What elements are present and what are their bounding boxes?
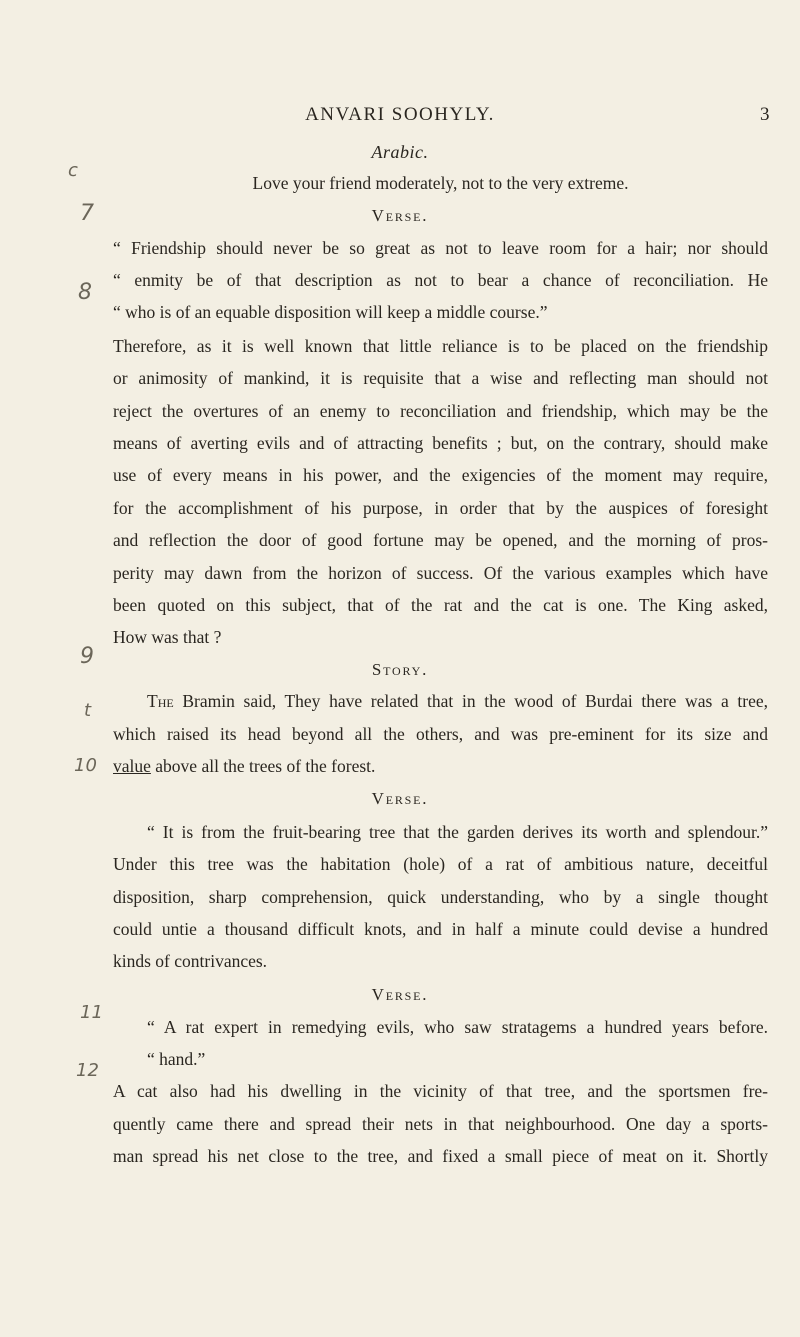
text-line: reject the overtures of an enemy to reconciliation and friendship, which may be the [113, 401, 768, 421]
section-heading-verse: Verse. [371, 206, 429, 225]
margin-note: 8 [78, 280, 92, 305]
text-line: could untie a thousand difficult knots, and in half a minute could devise a hundred [113, 919, 768, 939]
margin-note: 11 [80, 1002, 103, 1023]
margin-note: c [68, 160, 78, 181]
text-line: kinds of contrivances. [113, 951, 268, 971]
text-line: man spread his net close to the tree, and fixed a small piece of meat on it. Shortly [113, 1146, 768, 1166]
text-line [147, 690, 768, 712]
text-line: “ hand.” [147, 1049, 206, 1069]
text-line: and reflection the door of good fortune may be opened, and the morning of pros- [113, 530, 768, 550]
margin-note: 7 [80, 201, 94, 226]
section-heading-arabic: Arabic. [371, 142, 429, 162]
text-line: which raised its head beyond all the others, and was pre-eminent for its size and [113, 724, 768, 744]
text-line: or animosity of mankind, it is requisite that a wise and reflecting man should not [113, 368, 768, 388]
margin-note: 10 [74, 755, 97, 776]
text-line: quently came there and spread their nets in that neighbourhood. One day a sports- [113, 1114, 768, 1134]
margin-note: t [84, 700, 92, 721]
text-line: for the accomplishment of his purpose, in order that by the auspices of foresight [113, 498, 768, 518]
text-line: How was that ? [113, 627, 222, 647]
text-line: “ A rat expert in remedying evils, who saw stratagems a hundred years before. [147, 1017, 768, 1037]
margin-note: 12 [76, 1060, 99, 1081]
text-line: “ enmity be of that description as not to bear a chance of reconciliation. He [113, 270, 768, 290]
text-span: Bramin said, They have related that in the wood of Burdai there was a tree, [173, 691, 768, 711]
margin-note: 9 [80, 644, 94, 669]
section-heading-verse: Verse. [371, 985, 429, 1004]
text-line: Therefore, as it is well known that little reliance is to be placed on the friendship [113, 336, 768, 356]
text-span: above all the trees of the forest. [150, 756, 376, 776]
text-line: means of averting evils and of attracting benefits ; but, on the contrary, should make [113, 433, 768, 453]
underlined-word: value [113, 756, 151, 776]
text-line: perity may dawn from the horizon of success. Of the various examples which have [113, 563, 768, 583]
text-line [113, 755, 768, 777]
text-line: use of every means in his power, and the exigencies of the moment may require, [113, 465, 768, 485]
text-line: disposition, sharp comprehension, quick understanding, who by a single thought [113, 887, 768, 907]
text-line: “ Friendship should never be so great as not to leave room for a hair; nor should [113, 238, 768, 258]
text-line: Love your friend moderately, not to the very extreme. [252, 173, 629, 193]
drop-word: The [147, 691, 174, 711]
running-header: ANVARI SOOHYLY. [305, 104, 495, 125]
text-line: Under this tree was the habitation (hole) of a rat of ambitious nature, deceitful [113, 854, 768, 874]
text-line: “ who is of an equable disposition will keep a middle course.” [113, 302, 548, 322]
text-line: “ It is from the fruit-bearing tree that the garden derives its worth and splendour.” [147, 822, 768, 842]
section-heading-verse: Verse. [371, 789, 429, 808]
text-line: been quoted on this subject, that of the rat and the cat is one. The King asked, [113, 595, 768, 615]
page-number: 3 [760, 104, 770, 125]
section-heading-story: Story. [371, 660, 429, 679]
text-line: A cat also had his dwelling in the vicinity of that tree, and the sportsmen fre- [113, 1081, 768, 1101]
